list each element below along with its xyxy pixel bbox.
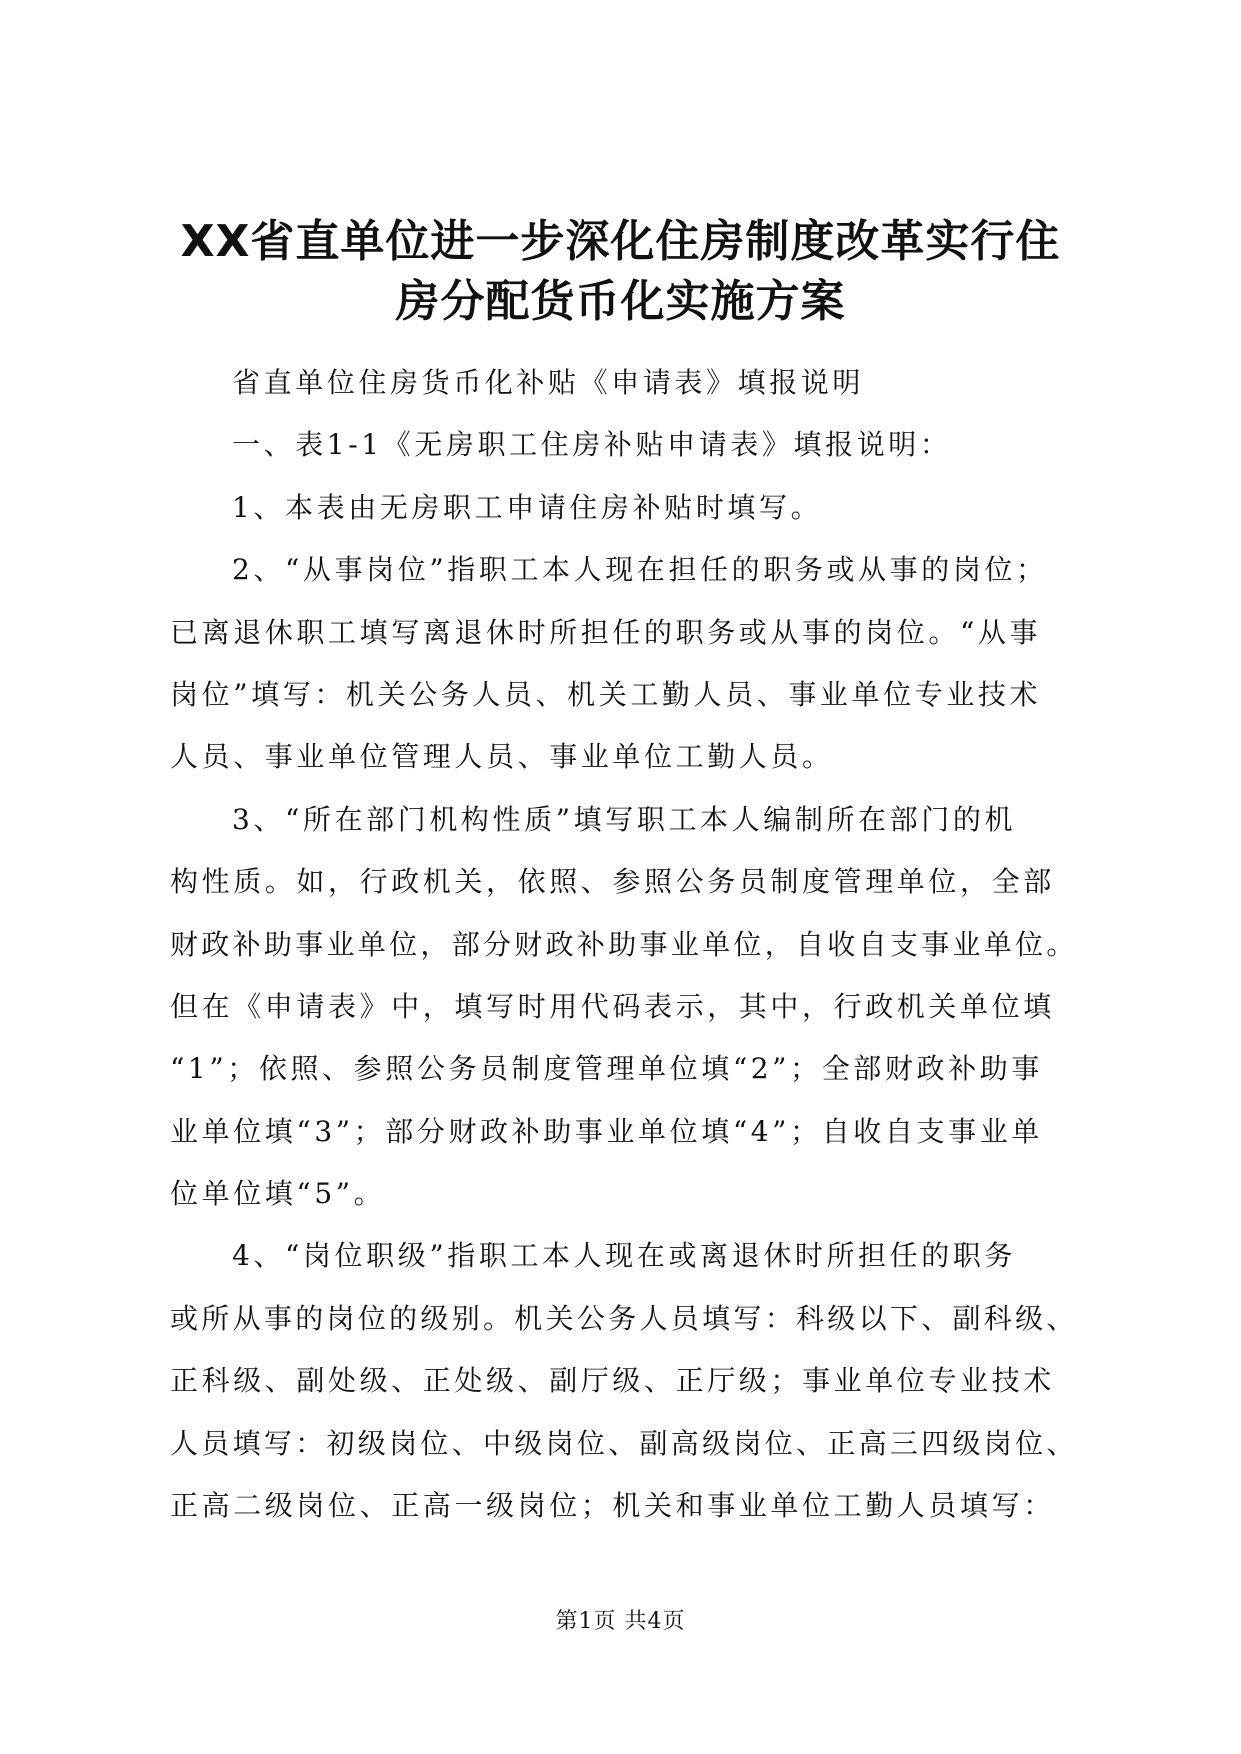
body-line: 3、“所在部门机构性质”填写职工本人编制所在部门的机 (232, 802, 1017, 836)
title-line: 房分配货币化实施方案 (395, 276, 846, 327)
body-line: 正科级、副处级、正处级、副厅级、正厅级；事业单位专业技术 (170, 1364, 1055, 1398)
body-line: 正高二级岗位、正高一级岗位；机关和事业单位工勤人员填写： (170, 1489, 1055, 1523)
body-line: 省直单位住房货币化补贴《申请表》填报说明 (232, 366, 865, 399)
body-line: 1、本表由无房职工申请住房补贴时填写。 (232, 490, 823, 524)
body-line: 财政补助事业单位，部分财政补助事业单位，自收自支事业单位。 (170, 927, 1078, 961)
document-title (150, 212, 1091, 332)
body-line: 位单位填“5”。 (170, 1177, 386, 1211)
body-line: 4、“岗位职级”指职工本人现在或离退休时所担任的职务 (232, 1239, 1017, 1273)
page-footer: 第1页 共4页 (555, 1609, 686, 1634)
title-line: XX省直单位进一步深化住房制度改革实行住 (180, 216, 1061, 267)
body-line: 已离退休职工填写离退休时所担任的职务或从事的岗位。“从事 (170, 615, 1042, 649)
body-line: 人员、事业单位管理人员、事业单位工勤人员。 (170, 740, 834, 774)
body-line: 岗位”填写：机关公务人员、机关工勤人员、事业单位专业技术 (170, 677, 1042, 711)
body-line: “1”；依照、参照公务员制度管理单位填“2”；全部财政补助事 (170, 1052, 1043, 1086)
body-line: 2、“从事岗位”指职工本人现在担任的职务或从事的岗位； (232, 553, 1048, 587)
body-line: 或所从事的岗位的级别。机关公务人员填写：科级以下、副科级、 (170, 1301, 1078, 1335)
body-line: 一、表1-1《无房职工住房补贴申请表》填报说明： (232, 428, 952, 462)
document-body (170, 352, 1082, 1537)
body-line: 人员填写：初级岗位、中级岗位、副高级岗位、正高三四级岗位、 (170, 1426, 1078, 1460)
body-line: 业单位填“3”；部分财政补助事业单位填“4”；自收自支事业单 (170, 1114, 1043, 1148)
body-line: 构性质。如，行政机关，依照、参照公务员制度管理单位，全部 (170, 865, 1055, 899)
body-line: 但在《申请表》中，填写时用代码表示，其中，行政机关单位填 (170, 989, 1055, 1023)
